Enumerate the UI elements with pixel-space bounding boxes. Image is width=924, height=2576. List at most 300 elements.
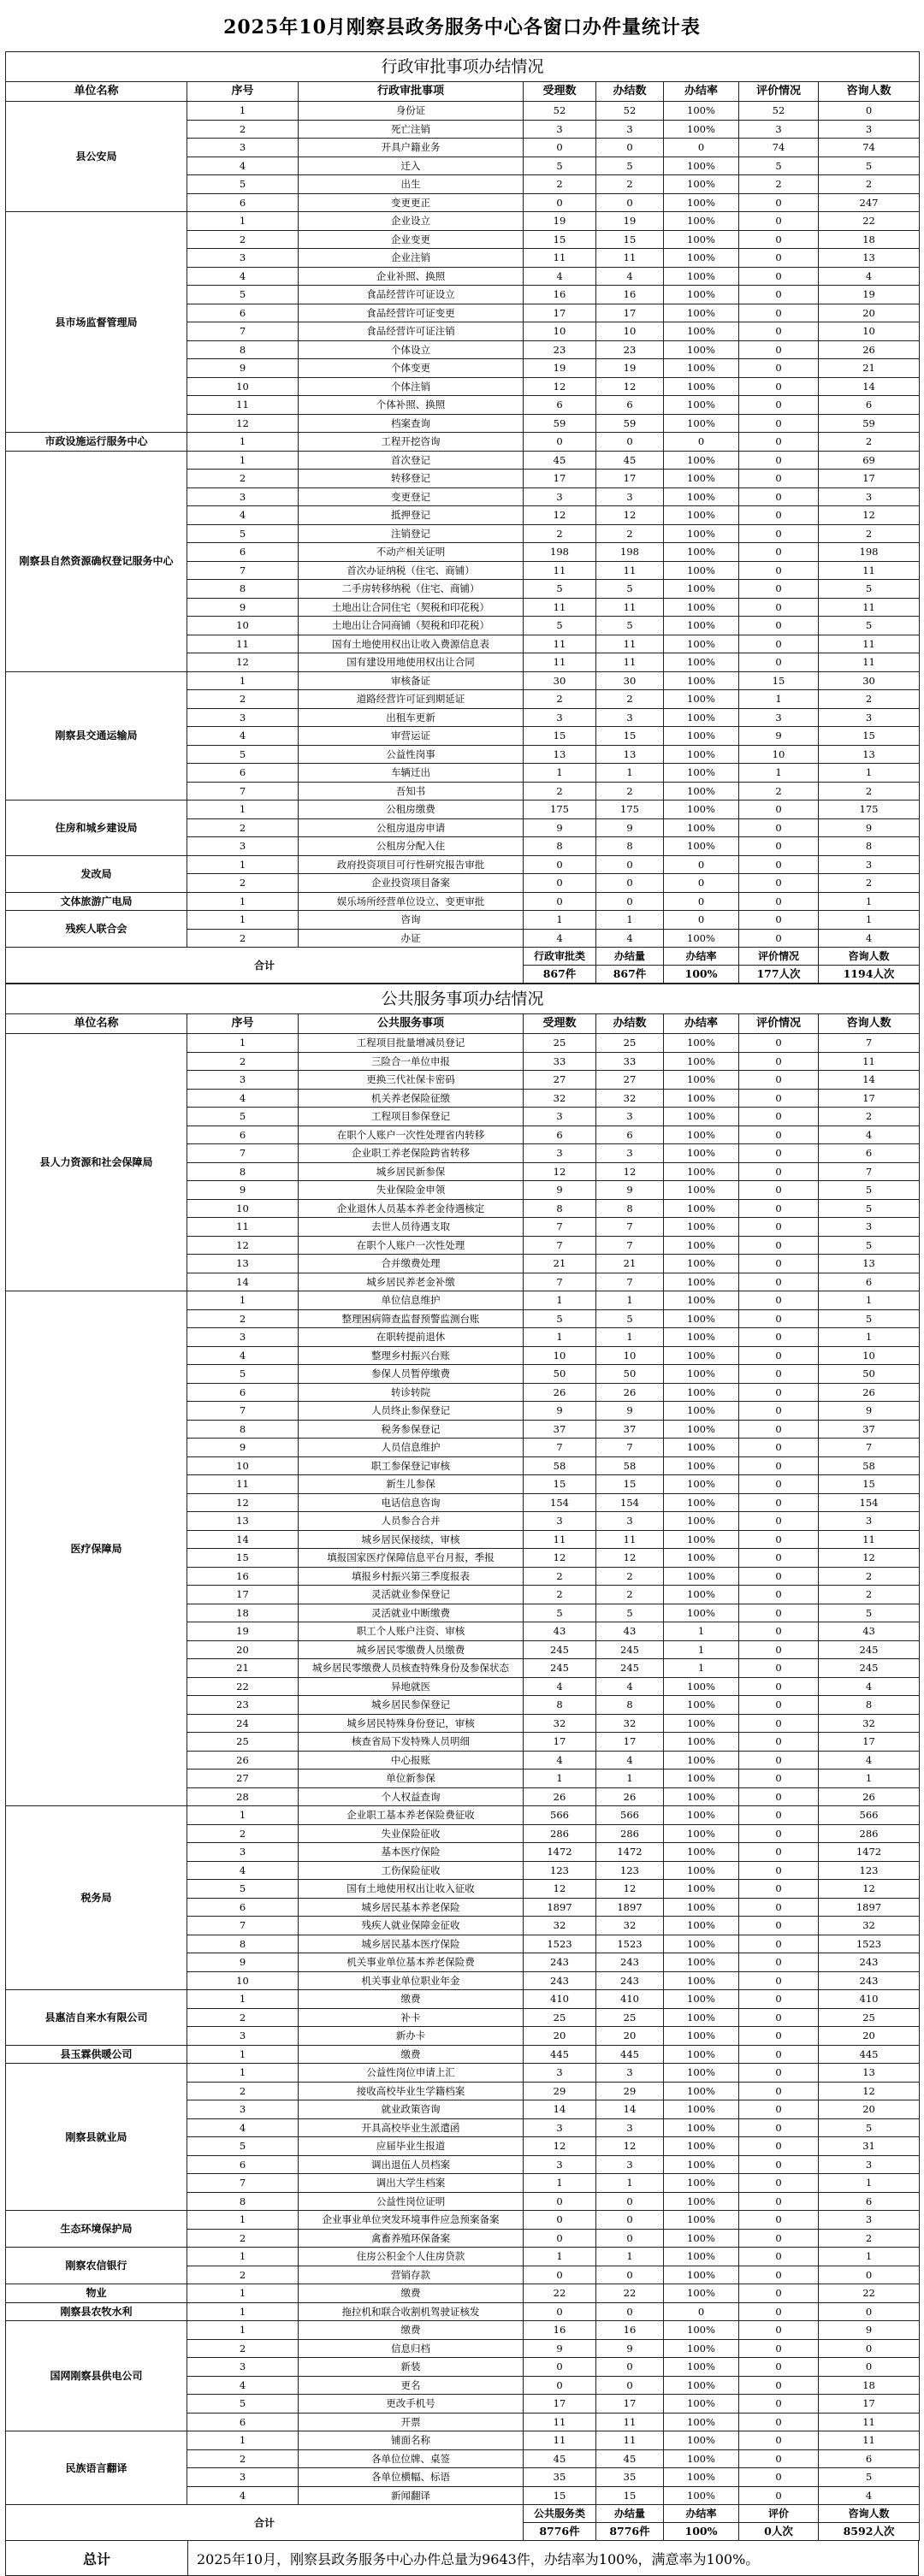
table-cell: 0	[739, 1365, 819, 1384]
table-cell: 各单位位牌、桌签	[299, 2449, 524, 2468]
table-cell: 5	[596, 617, 664, 635]
table-cell: 1	[187, 2211, 299, 2230]
table-cell: 100%	[664, 1162, 739, 1181]
table-cell: 20	[524, 2027, 596, 2046]
table-cell: 0	[739, 322, 819, 341]
table-cell: 37	[596, 1420, 664, 1439]
table-cell: 15	[524, 727, 596, 746]
table-cell: 6	[596, 396, 664, 415]
table-cell: 100%	[664, 2064, 739, 2083]
table-cell: 26	[819, 340, 920, 359]
table-cell: 0	[596, 2358, 664, 2377]
table-cell: 100%	[664, 708, 739, 727]
table-cell: 0	[596, 2229, 664, 2248]
table-cell: 0	[739, 304, 819, 322]
table-cell: 城乡居民基本医疗保险	[299, 1935, 524, 1953]
table-cell: 100%	[664, 2468, 739, 2487]
table-cell: 243	[524, 1971, 596, 1990]
table-cell: 补卡	[299, 2008, 524, 2027]
table-cell: 2	[187, 2008, 299, 2027]
table-cell: 100%	[664, 782, 739, 801]
table-cell: 1	[524, 2248, 596, 2266]
table-cell: 11	[819, 2413, 920, 2431]
table-cell: 37	[524, 1420, 596, 1439]
table-cell: 11	[819, 1052, 920, 1071]
table-cell: 100%	[664, 102, 739, 121]
table-cell: 20	[819, 2027, 920, 2046]
table-cell: 13	[819, 249, 920, 268]
section-title: 公共服务事项办结情况	[6, 984, 920, 1014]
summary-header: 行政审批类	[524, 948, 596, 966]
table-cell: 0	[739, 1640, 819, 1659]
table-cell: 城乡居民新参保	[299, 1162, 524, 1181]
table-cell: 8	[187, 1420, 299, 1439]
table-cell: 0	[739, 2064, 819, 2083]
table-cell: 7	[187, 561, 299, 580]
table-cell: 100%	[664, 653, 739, 672]
table-row	[6, 102, 920, 121]
table-cell: 13	[187, 1512, 299, 1531]
table-cell: 100%	[664, 1824, 739, 1843]
table-cell: 1	[187, 1034, 299, 1053]
table-cell: 17	[819, 1089, 920, 1108]
table-cell: 营销存款	[299, 2266, 524, 2284]
table-cell: 58	[819, 1456, 920, 1475]
table-cell: 20	[596, 2027, 664, 2046]
column-header: 序号	[187, 82, 299, 102]
table-cell: 100%	[664, 212, 739, 231]
table-cell: 100%	[664, 561, 739, 580]
table-cell: 100%	[664, 1733, 739, 1752]
table-cell: 5	[187, 1365, 299, 1384]
table-cell: 100%	[664, 2008, 739, 2027]
table-cell: 0	[596, 2376, 664, 2395]
table-cell: 城乡居民零缴费人员核查特殊身份及参保状态	[299, 1659, 524, 1678]
table-cell: 6	[596, 1126, 664, 1144]
table-cell: 7	[819, 1162, 920, 1181]
table-cell: 4	[596, 1677, 664, 1696]
table-cell: 0	[739, 1439, 819, 1457]
table-cell: 土地出让合同商铺（契税和印花税）	[299, 617, 524, 635]
table-cell: 0	[524, 2192, 596, 2211]
table-cell: 35	[596, 2468, 664, 2487]
table-cell: 4	[819, 929, 920, 948]
table-cell: 100%	[664, 1420, 739, 1439]
summary-value: 100%	[664, 966, 739, 984]
table-cell: 100%	[664, 1787, 739, 1806]
table-cell: 13	[187, 1255, 299, 1273]
table-cell: 0	[739, 2192, 819, 2211]
unit-name: 住房和城乡建设局	[6, 801, 187, 856]
table-cell: 0	[739, 524, 819, 543]
table-cell: 0	[596, 193, 664, 212]
table-cell: 100%	[664, 2174, 739, 2193]
table-cell: 286	[596, 1824, 664, 1843]
summary-value: 100%	[664, 2523, 739, 2541]
table-cell: 10	[596, 1346, 664, 1365]
table-cell: 迁入	[299, 157, 524, 175]
table-cell: 14	[819, 1071, 920, 1090]
table-cell: 100%	[664, 1770, 739, 1788]
table-cell: 566	[819, 1806, 920, 1825]
table-cell: 公租房退房申请	[299, 818, 524, 837]
table-cell: 4	[187, 1089, 299, 1108]
table-cell: 9	[187, 359, 299, 378]
table-cell: 1	[819, 911, 920, 930]
table-cell: 4	[524, 1751, 596, 1770]
table-cell: 100%	[664, 120, 739, 139]
table-cell: 0	[739, 1971, 819, 1990]
table-cell: 0	[739, 1108, 819, 1126]
table-cell: 100%	[664, 1291, 739, 1310]
table-row	[6, 1034, 920, 1053]
table-cell: 27	[596, 1071, 664, 1090]
table-cell: 车辆迁出	[299, 764, 524, 783]
table-cell: 25	[596, 2008, 664, 2027]
table-cell: 100%	[664, 377, 739, 396]
table-cell: 各单位横幅、标语	[299, 2468, 524, 2487]
table-cell: 国有土地使用权出让收入征收	[299, 1880, 524, 1899]
table-cell: 17	[596, 1733, 664, 1752]
table-cell: 0	[739, 2449, 819, 2468]
table-cell: 0	[739, 1751, 819, 1770]
table-cell: 25	[596, 1034, 664, 1053]
table-cell: 154	[596, 1493, 664, 1512]
table-cell: 28	[187, 1787, 299, 1806]
table-cell: 15	[596, 230, 664, 249]
summary-value: 8592人次	[819, 2523, 920, 2541]
table-cell: 22	[819, 2284, 920, 2303]
table-cell: 0	[739, 1346, 819, 1365]
table-cell: 11	[524, 598, 596, 617]
table-cell: 2	[187, 2229, 299, 2248]
table-cell: 6	[187, 193, 299, 212]
table-cell: 5	[819, 1181, 920, 1200]
table-cell: 1	[596, 2248, 664, 2266]
unit-name: 生态环境保护局	[6, 2211, 187, 2248]
table-cell: 11	[524, 635, 596, 653]
table-cell: 0	[739, 396, 819, 415]
table-cell: 100%	[664, 1346, 739, 1365]
table-cell: 1	[187, 2284, 299, 2303]
table-cell: 3	[596, 1144, 664, 1163]
table-cell: 3	[596, 2155, 664, 2174]
unit-name: 县玉霖供暖公司	[6, 2045, 187, 2064]
table-cell: 13	[524, 745, 596, 764]
table-cell: 3	[819, 1218, 920, 1237]
table-cell: 100%	[664, 396, 739, 415]
table-cell: 3	[187, 1071, 299, 1090]
table-cell: 1	[187, 2248, 299, 2266]
table-cell: 0	[739, 1309, 819, 1328]
table-cell: 公益性岗事	[299, 745, 524, 764]
summary-header-row	[6, 948, 920, 966]
table-cell: 1	[187, 2045, 299, 2064]
table-cell: 100%	[664, 801, 739, 819]
summary-header: 评价情况	[739, 948, 819, 966]
table-cell: 6	[187, 1383, 299, 1402]
table-cell: 154	[819, 1493, 920, 1512]
table-cell: 7	[596, 1236, 664, 1255]
table-cell: 1	[664, 1622, 739, 1641]
table-cell: 2	[187, 929, 299, 948]
table-cell: 缴费	[299, 2045, 524, 2064]
table-cell: 吾知书	[299, 782, 524, 801]
table-cell: 0	[739, 1880, 819, 1899]
table-cell: 4	[187, 2118, 299, 2137]
table-cell: 10	[819, 322, 920, 341]
table-cell: 5	[819, 1309, 920, 1328]
table-cell: 11	[524, 561, 596, 580]
table-cell: 1	[187, 2321, 299, 2340]
table-cell: 18	[187, 1604, 299, 1622]
table-cell: 3	[596, 2118, 664, 2137]
table-cell: 0	[596, 433, 664, 452]
table-cell: 开票	[299, 2413, 524, 2431]
table-cell: 7	[819, 1034, 920, 1053]
table-cell: 100%	[664, 1880, 739, 1899]
unit-name: 刚察农信银行	[6, 2248, 187, 2284]
table-cell: 123	[524, 1861, 596, 1880]
table-cell: 在职个人账户一次性处理省内转移	[299, 1126, 524, 1144]
column-header: 办结数	[596, 1014, 664, 1034]
table-cell: 6	[187, 2155, 299, 2174]
table-cell: 3	[739, 120, 819, 139]
table-cell: 4	[187, 1861, 299, 1880]
table-row	[6, 433, 920, 452]
table-cell: 1	[187, 911, 299, 930]
table-cell: 100%	[664, 1917, 739, 1935]
table-cell: 19	[819, 286, 920, 304]
table-cell: 0	[596, 2266, 664, 2284]
table-cell: 1	[187, 1990, 299, 2009]
table-cell: 243	[596, 1971, 664, 1990]
table-cell: 37	[819, 1420, 920, 1439]
table-cell: 52	[524, 102, 596, 121]
table-cell: 15	[596, 727, 664, 746]
table-cell: 33	[596, 1052, 664, 1071]
table-cell: 100%	[664, 359, 739, 378]
table-cell: 11	[819, 598, 920, 617]
table-cell: 整理困病筛查监督预警监测台账	[299, 1309, 524, 1328]
table-cell: 12	[596, 1162, 664, 1181]
table-cell: 城乡居民基本养老保险	[299, 1898, 524, 1917]
table-cell: 4	[187, 506, 299, 525]
table-cell: 变更登记	[299, 487, 524, 506]
table-cell: 29	[596, 2082, 664, 2100]
table-cell: 1	[187, 433, 299, 452]
table-cell: 3	[819, 1512, 920, 1531]
table-cell: 7	[187, 322, 299, 341]
table-cell: 15	[596, 1475, 664, 1494]
table-cell: 2	[187, 2339, 299, 2358]
table-cell: 12	[187, 1493, 299, 1512]
table-cell: 17	[524, 470, 596, 488]
table-cell: 14	[524, 2100, 596, 2119]
table-cell: 7	[524, 1439, 596, 1457]
table-cell: 3	[524, 1108, 596, 1126]
table-cell: 0	[739, 1383, 819, 1402]
table-cell: 29	[524, 2082, 596, 2100]
table-cell: 2	[187, 818, 299, 837]
table-cell: 45	[524, 2449, 596, 2468]
summary-label: 合计	[6, 948, 524, 984]
table-cell: 50	[596, 1365, 664, 1384]
table-cell: 286	[524, 1824, 596, 1843]
summary-header-row	[6, 2505, 920, 2523]
table-cell: 开具高校毕业生派遣函	[299, 2118, 524, 2137]
table-cell: 0	[739, 470, 819, 488]
table-cell: 0	[739, 1787, 819, 1806]
table-cell: 3	[524, 708, 596, 727]
table-cell: 410	[596, 1990, 664, 2009]
table-cell: 审营运证	[299, 727, 524, 746]
table-cell: 100%	[664, 230, 739, 249]
table-cell: 26	[524, 1787, 596, 1806]
table-cell: 9	[819, 818, 920, 837]
table-cell: 0	[739, 2174, 819, 2193]
table-cell: 0	[739, 1181, 819, 1200]
table-row	[6, 911, 920, 930]
table-cell: 23	[596, 340, 664, 359]
table-cell: 123	[819, 1861, 920, 1880]
table-cell: 税务参保登记	[299, 1420, 524, 1439]
unit-name: 残疾人联合会	[6, 911, 187, 948]
table-cell: 0	[739, 580, 819, 599]
grand-total-label: 总计	[6, 2541, 188, 2575]
table-cell: 12	[524, 2137, 596, 2156]
table-cell: 6	[819, 396, 920, 415]
table-cell: 0	[739, 855, 819, 874]
table-row	[6, 2248, 920, 2266]
table-cell: 100%	[664, 1806, 739, 1825]
table-cell: 13	[596, 745, 664, 764]
table-cell: 审核备证	[299, 671, 524, 690]
table-cell: 0	[739, 2395, 819, 2414]
table-cell: 1	[819, 892, 920, 911]
table-cell: 1	[187, 212, 299, 231]
table-cell: 2	[187, 690, 299, 709]
table-cell: 11	[596, 2431, 664, 2450]
grand-total	[5, 2541, 919, 2576]
table-cell: 工程开挖咨询	[299, 433, 524, 452]
table-cell: 0	[739, 1990, 819, 2009]
table-cell: 74	[819, 139, 920, 157]
table-cell: 城乡居民零缴费人员缴费	[299, 1640, 524, 1659]
table-cell: 100%	[664, 1604, 739, 1622]
table-cell: 9	[596, 818, 664, 837]
summary-value: 8776件	[596, 2523, 664, 2541]
table-cell: 0	[739, 2486, 819, 2505]
table-cell: 100%	[664, 598, 739, 617]
table-cell: 31	[819, 2137, 920, 2156]
table-cell: 25	[819, 2008, 920, 2027]
table-cell: 在职个人账户一次性处理	[299, 1236, 524, 1255]
table-cell: 1	[524, 2174, 596, 2193]
table-cell: 机关事业单位基本养老保险费	[299, 1953, 524, 1972]
table-cell: 8	[524, 1199, 596, 1218]
table-cell: 2	[524, 524, 596, 543]
table-cell: 2	[187, 1824, 299, 1843]
table-cell: 20	[819, 2100, 920, 2119]
column-header: 办结数	[596, 82, 664, 102]
table-cell: 2	[187, 120, 299, 139]
table-cell: 17	[819, 470, 920, 488]
table-cell: 11	[596, 653, 664, 672]
table-cell: 工程项目批量增减员登记	[299, 1034, 524, 1053]
public-service-table	[5, 984, 920, 2541]
table-cell: 243	[596, 1953, 664, 1972]
table-cell: 2	[819, 433, 920, 452]
table-cell: 100%	[664, 1714, 739, 1733]
table-cell: 抵押登记	[299, 506, 524, 525]
table-cell: 3	[819, 120, 920, 139]
table-cell: 2	[187, 1052, 299, 1071]
table-cell: 去世人员待遇支取	[299, 1218, 524, 1237]
table-cell: 人员参合合并	[299, 1512, 524, 1531]
table-cell: 企业投资项目备案	[299, 874, 524, 893]
table-cell: 0	[739, 1420, 819, 1439]
table-cell: 3	[524, 2064, 596, 2083]
table-cell: 3	[819, 2155, 920, 2174]
table-row	[6, 2302, 920, 2321]
table-cell: 0	[524, 2211, 596, 2230]
table-cell: 100%	[664, 1126, 739, 1144]
table-cell: 2	[819, 690, 920, 709]
table-cell: 15	[819, 1475, 920, 1494]
table-cell: 6	[819, 1273, 920, 1291]
table-cell: 9	[524, 2339, 596, 2358]
table-cell: 个体注销	[299, 377, 524, 396]
table-cell: 异地就医	[299, 1677, 524, 1696]
table-cell: 信息归档	[299, 2339, 524, 2358]
table-cell: 0	[739, 2045, 819, 2064]
table-cell: 2	[819, 782, 920, 801]
table-cell: 3	[187, 708, 299, 727]
table-cell: 15	[524, 1475, 596, 1494]
table-cell: 1	[596, 1291, 664, 1310]
table-cell: 基本医疗保险	[299, 1843, 524, 1862]
table-cell: 4	[524, 929, 596, 948]
table-cell: 11	[819, 1530, 920, 1549]
table-cell: 100%	[664, 635, 739, 653]
table-cell: 3	[187, 1843, 299, 1862]
table-cell: 5	[819, 1199, 920, 1218]
header-row	[6, 1014, 920, 1034]
unit-name: 县公安局	[6, 102, 187, 212]
table-cell: 开具户籍业务	[299, 139, 524, 157]
table-cell: 2	[524, 782, 596, 801]
table-cell: 12	[596, 506, 664, 525]
table-cell: 企业退休人员基本养老金待遇核定	[299, 1199, 524, 1218]
table-cell: 5	[819, 617, 920, 635]
table-cell: 2	[819, 1108, 920, 1126]
table-cell: 4	[187, 2376, 299, 2395]
table-cell: 新闻翻译	[299, 2486, 524, 2505]
unit-name: 发改局	[6, 855, 187, 892]
table-cell: 11	[524, 2431, 596, 2450]
table-cell: 9	[524, 1402, 596, 1421]
table-cell: 0	[739, 2248, 819, 2266]
table-cell: 100%	[664, 818, 739, 837]
table-cell: 9	[739, 727, 819, 746]
table-cell: 8	[187, 1935, 299, 1953]
table-cell: 566	[596, 1806, 664, 1825]
table-cell: 21	[819, 359, 920, 378]
table-cell: 0	[739, 561, 819, 580]
table-cell: 0	[524, 433, 596, 452]
column-header: 公共服务事项	[299, 1014, 524, 1034]
